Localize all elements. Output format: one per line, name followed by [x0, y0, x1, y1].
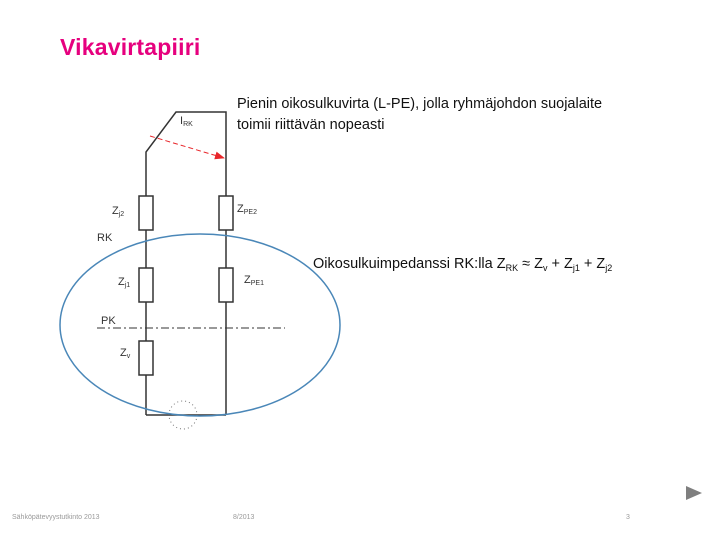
footer-page-number: 3: [626, 514, 630, 521]
impedance-box-zpe1: [219, 268, 233, 302]
impedance-text-mid3: + Z: [579, 256, 606, 272]
impedance-box-zv: [139, 341, 153, 375]
label-zj1: Zj1: [118, 276, 131, 289]
slide-title: Vikavirtapiiri: [60, 34, 201, 60]
circuit-wires: [146, 112, 226, 415]
label-pk: PK: [101, 315, 116, 327]
impedance-text-mid1: ≈ Z: [518, 256, 543, 272]
fault-current-arrow: [150, 136, 224, 158]
impedance-box-zpe2: [219, 196, 233, 230]
impedance-sub-v: v: [543, 263, 548, 273]
impedance-sub-j2: j2: [605, 263, 613, 273]
impedance-text-prefix: Oikosulkuimpedanssi RK:lla Z: [313, 256, 506, 272]
description-top: Pienin oikosulkuvirta (L-PE), jolla ryhmäjohdon suojalaite toimii riittävän nopeasti: [237, 96, 603, 133]
impedance-box-zj2: [139, 196, 153, 230]
impedance-sub-rk: RK: [505, 263, 519, 273]
impedance-box-zj1: [139, 268, 153, 302]
footer-left: Sähköpätevyystutkinto 2013: [12, 514, 100, 521]
impedance-text-mid2: + Z: [547, 256, 573, 272]
label-zv: Zv: [120, 347, 131, 360]
current-label-irk: IRK: [180, 115, 193, 128]
label-zpe2: ZPE2: [237, 203, 257, 216]
label-rk: RK: [97, 232, 113, 244]
impedance-sub-j1: j1: [572, 263, 580, 273]
play-triangle-icon[interactable]: [686, 486, 702, 500]
label-zj2: Zj2: [112, 205, 125, 218]
footer-center: 8/2013: [233, 514, 255, 521]
label-zpe1: ZPE1: [244, 274, 264, 287]
